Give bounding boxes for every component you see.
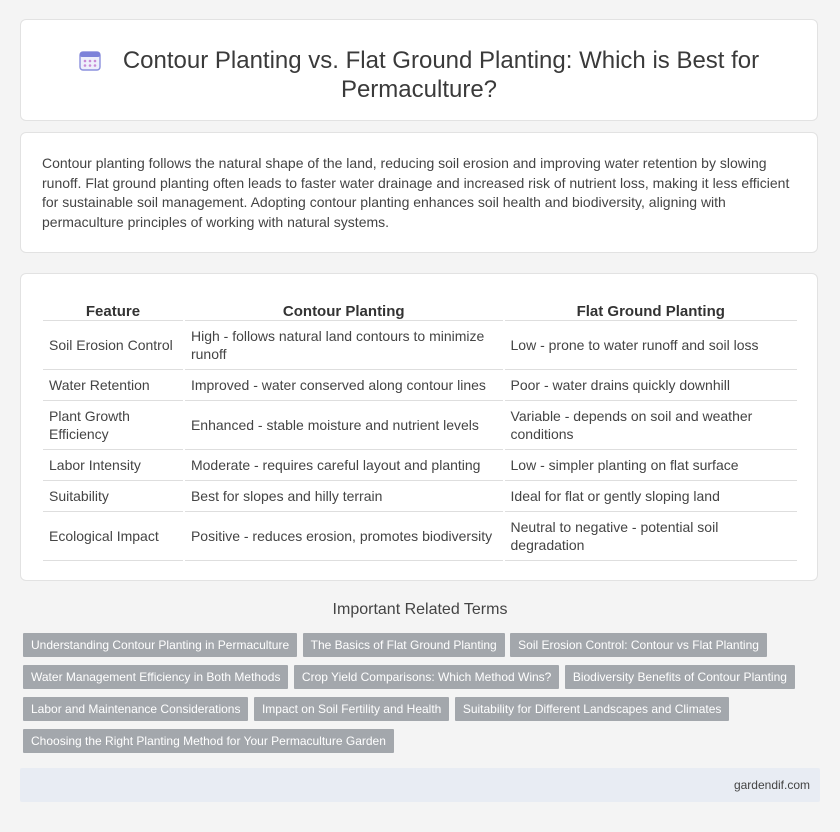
table-cell: Moderate - requires careful layout and planting xyxy=(185,450,503,481)
page-title: Contour Planting vs. Flat Ground Planting: Which is Best for Permaculture? xyxy=(122,47,760,103)
footer-site-link[interactable]: gardendif.com xyxy=(733,778,810,792)
related-term-tag[interactable]: Water Management Efficiency in Both Methods xyxy=(23,665,288,689)
related-terms-tags xyxy=(23,633,803,761)
table-cell: Enhanced - stable moisture and nutrient levels xyxy=(185,401,503,450)
table-cell: Neutral to negative - potential soil degradation xyxy=(505,512,797,561)
table-row xyxy=(43,481,797,512)
comparison-table xyxy=(41,294,799,561)
table-cell: Low - prone to water runoff and soil loss xyxy=(505,321,797,370)
table-cell: Poor - water drains quickly downhill xyxy=(505,370,797,401)
related-term-tag[interactable]: Labor and Maintenance Considerations xyxy=(23,697,248,721)
related-term-tag[interactable]: Choosing the Right Planting Method for Your Permaculture Garden xyxy=(23,729,394,753)
header-contour-planting: Contour Planting xyxy=(185,294,503,321)
related-term-tag[interactable]: Suitability for Different Landscapes and Climates xyxy=(455,697,730,721)
page-title-wrap xyxy=(21,46,817,104)
table-row xyxy=(43,512,797,561)
related-term-tag[interactable]: Impact on Soil Fertility and Health xyxy=(254,697,449,721)
table-cell: Low - simpler planting on flat surface xyxy=(505,450,797,481)
table-row xyxy=(43,450,797,481)
table-cell: Best for slopes and hilly terrain xyxy=(185,481,503,512)
table-cell: Improved - water conserved along contour lines xyxy=(185,370,503,401)
table-header-row xyxy=(43,294,797,321)
table-cell: Positive - reduces erosion, promotes biodiversity xyxy=(185,512,503,561)
table-cell: Ecological Impact xyxy=(43,512,183,561)
table-cell: High - follows natural land contours to minimize runoff xyxy=(185,321,503,370)
table-cell: Suitability xyxy=(43,481,183,512)
related-term-tag[interactable]: Soil Erosion Control: Contour vs Flat Planting xyxy=(510,633,767,657)
header-feature: Feature xyxy=(43,294,183,321)
footer-bar xyxy=(20,768,820,802)
intro-paragraph: Contour planting follows the natural shape of the land, reducing soil erosion and improving water retention by slowing runoff. Flat ground planting often leads to faster water drainage and increased risk of nutrient loss, making it less efficient for sustainable soil management. Adopting contour planting enhances soil health and biodiversity, aligning with permaculture principles of working with natural systems. xyxy=(42,155,790,230)
table-cell: Plant Growth Efficiency xyxy=(43,401,183,450)
related-term-tag[interactable]: The Basics of Flat Ground Planting xyxy=(303,633,505,657)
related-term-tag[interactable]: Understanding Contour Planting in Permaculture xyxy=(23,633,297,657)
table-cell: Ideal for flat or gently sloping land xyxy=(505,481,797,512)
header-flat-ground-planting: Flat Ground Planting xyxy=(505,294,797,321)
calendar-icon xyxy=(79,49,101,71)
table-row xyxy=(43,370,797,401)
comparison-table-card xyxy=(20,273,818,581)
related-term-tag[interactable]: Crop Yield Comparisons: Which Method Wins? xyxy=(294,665,559,689)
table-row xyxy=(43,401,797,450)
table-cell: Variable - depends on soil and weather conditions xyxy=(505,401,797,450)
related-terms-title: Important Related Terms xyxy=(332,601,508,618)
title-card xyxy=(20,19,818,121)
intro-card xyxy=(20,132,818,253)
table-cell: Water Retention xyxy=(43,370,183,401)
table-cell: Labor Intensity xyxy=(43,450,183,481)
table-cell: Soil Erosion Control xyxy=(43,321,183,370)
related-term-tag[interactable]: Biodiversity Benefits of Contour Planting xyxy=(565,665,795,689)
table-row xyxy=(43,321,797,370)
